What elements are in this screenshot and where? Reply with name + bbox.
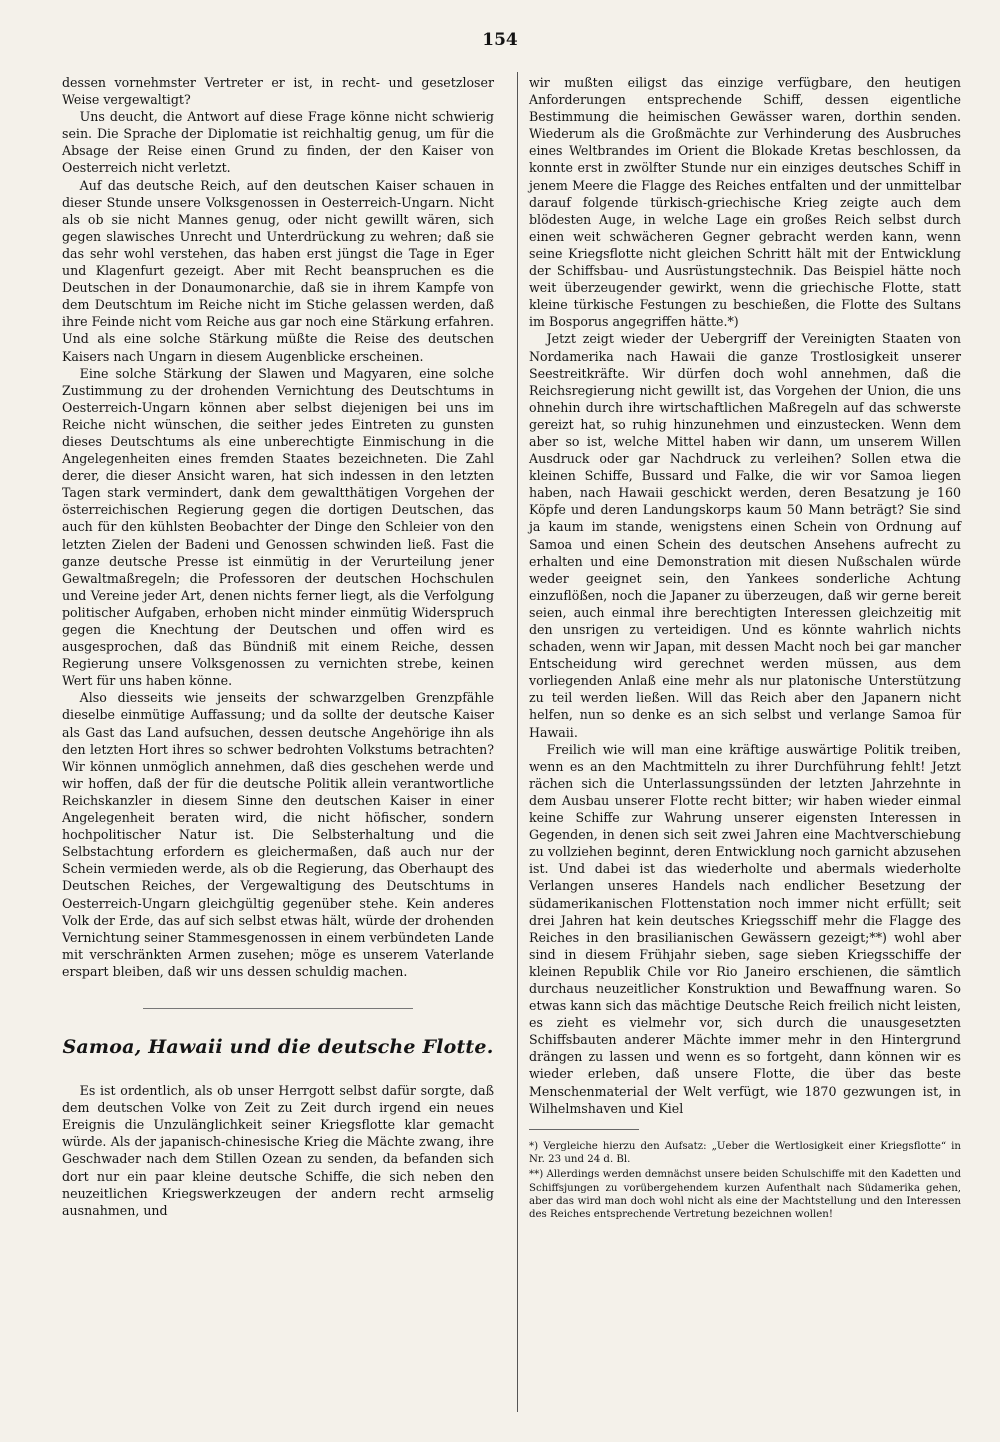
- section-title: Samoa, Hawaii und die deutsche Flotte.: [62, 1035, 494, 1058]
- paragraph: Jetzt zeigt wieder der Uebergriff der Vereinigten Staaten von Nordamerika nach Hawaii die ganze Trostlosigkeit unserer Seestreitkräfte. Wir dürfen doch wohl annehmen, daß die Reichsregierung nicht gewillt ist, das Vorgehen der Union, die uns ohnehin durch ihre wirtschaftlichen Maßregeln auf das schwerste gereizt hat, so ruhig hinzunehmen und einzustecken. Wenn dem aber so ist, welche Mittel haben wir dann, um unserem Willen Ausdruck oder gar Nachdruck zu verleihen? Sollen etwa die kleinen Schiffe, Bussard und Falke, die wir vor Samoa liegen haben, nach Hawaii geschickt werden, deren Besatzung je 160 Köpfe und deren Landungskorps kaum 50 Mann beträgt? Sie sind ja kaum im stande, wenigstens einen Schein von Ordnung auf Samoa und einen Schein des deutschen Ansehens aufrecht zu erhalten und eine Demonstration mit diesen Nußschalen würde weder geeignet sein, den Yankees sonderliche Achtung einzuflößen, noch die Japaner zu überzeugen, daß wir gerne bereit seien, auch einmal ihre berechtigten Interessen gleichzeitig mit den unsrigen zu verteidigen. Und es könnte wahrlich nichts schaden, wenn wir Japan, mit dessen Macht noch bei gar mancher Entscheidung wird gerechnet werden müssen, aus dem vorliegenden Anlaß eine mehr als nur platonische Unterstützung zu teil werden ließen. Will das Reich aber den Japanern nicht helfen, nun so denke es an sich selbst und verlange Samoa für Hawaii.: [529, 331, 961, 740]
- footnote-rule: [529, 1129, 639, 1130]
- section-separator: [143, 1008, 413, 1009]
- paragraph: Uns deucht, die Antwort auf diese Frage könne nicht schwierig sein. Die Sprache der Diplomatie ist reichhaltig genug, um für die Absage der Reise einen Grund zu finden, der den Kaiser von Oesterreich nicht verletzt.: [62, 109, 494, 176]
- page-number: 154: [482, 30, 518, 50]
- paragraph: wir mußten eiligst das einzige verfügbare, den heutigen Anforderungen entsprechende Schiff, dessen eigentliche Bestimmung die heimischen Gewässer waren, dorthin senden. Wiederum als die Großmächte zur Verhinderung des Ausbruches eines Weltbrandes im Orient die Blokade Kretas beschlossen, da konnte erst in zwölfter Stunde nur ein einziges deutsches Schiff in jenem Meere die Flagge des Reiches entfalten und der unmittelbar darauf folgende türkisch-griechische Krieg zeigte auch dem blödesten Auge, in welche Lage ein großes Reich selbst durch einen weit schwächeren Gegner gebracht werden kann, wenn seine Kriegsflotte nicht gleichen Schritt hält mit der Entwicklung der Schiffsbau- und Ausrüstungstechnik. Das Beispiel hätte noch weit überzeugender gewirkt, wenn die griechische Flotte, statt kleine türkische Festungen zu beschießen, die Flotte des Sultans im Bosporus angegriffen hätte.*): [529, 75, 961, 330]
- paragraph: Auf das deutsche Reich, auf den deutschen Kaiser schauen in dieser Stunde unsere Volksgenossen in Oesterreich-Ungarn. Nicht als ob sie nicht Mannes genug, oder nicht gewillt wären, sich gegen slawisches Unrecht und Unterdrückung zu wehren; daß sie das sehr wohl verstehen, das haben erst jüngst die Tage in Eger und Klagenfurt gezeigt. Aber mit Recht beanspruchen es die Deutschen in der Donaumonarchie, daß sie in ihrem Kampfe von dem Deutschtum im Reiche nicht im Stiche gelassen werden, daß ihre Feinde nicht vom Reiche aus gar noch eine Stärkung erfahren. Und als eine solche Stärkung müßte die Reise des deutschen Kaisers nach Ungarn in diesem Augenblicke erscheinen.: [62, 177, 494, 364]
- paragraph: Eine solche Stärkung der Slawen und Magyaren, eine solche Zustimmung zu der drohenden Vernichtung des Deutschtums in Oesterreich-Ungarn können aber selbst diejenigen bei uns im Reiche nicht wünschen, die seither jedes Eintreten zu gunsten dieses Deutschtums als eine unberechtigte Einmischung in die Angelegenheiten eines fremden Staates bezeichneten. Die Zahl derer, die dieser Ansicht waren, hat sich indessen in den letzten Tagen stark vermindert, dank dem gewaltthätigen Vorgehen der österreichischen Regierung gegen die dortigen Deutschen, das auch für den kühlsten Beobachter der Dinge den Schleier von den letzten Zielen der Badeni und Genossen schwinden ließ. Fast die ganze deutsche Presse ist einmütig in der Verurteilung jener Gewaltmaßregeln; die Professoren der deutschen Hochschulen und Vereine jeder Art, denen nichts ferner liegt, als die Verfolgung politischer Aufgaben, erhoben nicht minder einmütig Widerspruch gegen die Knechtung der Deutschen und offen wird es ausgesprochen, daß das Bündniß mit einem Reiche, dessen Regierung unsere Volksgenossen zu vernichten strebe, keinen Wert für uns haben könne.: [62, 365, 494, 689]
- paragraph: Es ist ordentlich, als ob unser Herrgott selbst dafür sorgte, daß dem deutschen Volke von Zeit zu Zeit durch irgend ein neues Ereignis die Unzulänglichkeit seiner Kriegsflotte klar gemacht würde. Als der japanisch-chinesische Krieg die Mächte zwang, ihre Geschwader nach dem Stillen Ozean zu senden, da befanden sich dort nur ein paar kleine deutsche Schiffe, die sich neben den neuzeitlichen Kriegswerkzeugen der andern recht armselig ausnahmen, und: [62, 1083, 494, 1218]
- left-column: [62, 74, 494, 1219]
- paragraph: dessen vornehmster Vertreter er ist, in recht- und gesetzloser Weise vergewaltigt?: [62, 75, 494, 108]
- footnotes: [529, 1140, 961, 1222]
- paragraph: Freilich wie will man eine kräftige auswärtige Politik treiben, wenn es an den Machtmitteln zu ihrer Durchführung fehlt! Jetzt rächen sich die Unterlassungssünden der letzten Jahrzehnte in dem Ausbau unserer Flotte recht bitter; wir haben wieder einmal keine Schiffe zur Wahrung unserer eigensten Interessen in Gegenden, in denen sich seit zwei Jahren eine Machtverschiebung zu vollziehen beginnt, deren Entwicklung noch garnicht abzusehen ist. Und dabei ist das wiederholte und abermals wiederholte Verlangen unseres Handels nach endlicher Besetzung der südamerikanischen Flottenstation noch immer nicht erfüllt; seit drei Jahren hat kein deutsches Kriegsschiff mehr die Flagge des Reiches in den brasilianischen Gewässern gezeigt;**) wohl aber sind in diesem Frühjahr sieben, sage sieben Kriegsschiffe der kleinen Republik Chile vor Rio Janeiro erschienen, die sämtlich durchaus neuzeitlicher Konstruktion und Bewaffnung waren. So etwas kann sich das mächtige Deutsche Reich freilich nicht leisten, es zieht es vielmehr vor, sich durch die unausgesetzten Schiffsbauten anderer Mächte immer mehr in den Hintergrund drängen zu lassen und wenn es so fortgeht, dann können wir es wieder erleben, daß unsere Flotte, die über das beste Menschenmaterial der Welt verfügt, wie 1870 gezwungen ist, in Wilhelmshaven und Kiel: [529, 741, 961, 1116]
- footnote: **) Allerdings werden demnächst unsere beiden Schulschiffe mit den Kadetten und Schiffsjungen zu vorübergehendem kurzen Aufenthalt nach Südamerika gehen, aber das wird man doch wohl nicht als eine der Machtstellung und den Interessen des Reiches entsprechende Vertretung bezeichnen wollen!: [529, 1169, 961, 1221]
- paragraph: Also diesseits wie jenseits der schwarzgelben Grenzpfähle dieselbe einmütige Auffassung; und da sollte der deutsche Kaiser als Gast das Land aufsuchen, dessen deutsche Angehörige ihn als den letzten Hort ihres so schwer bedrohten Volkstums betrachten? Wir können unmöglich annehmen, daß dies geschehen werde und wir hoffen, daß der für die deutsche Politik allein verantwortliche Reichskanzler in diesem Sinne den deutschen Kaiser in einer Angelegenheit beraten wird, die nicht höfischer, sondern hochpolitischer Natur ist. Die Selbsterhaltung und die Selbstachtung erfordern es gleichermaßen, daß auch nur der Schein vermieden werde, als ob die Regierung, das Oberhaupt des Deutschen Reiches, der Vergewaltigung des Deutschtums in Oesterreich-Ungarn gleichgültig gegenüber stehe. Kein anderes Volk der Erde, das auf sich selbst etwas hält, würde der drohenden Vernichtung seiner Stammesgenossen in einem verbündeten Lande mit verschränkten Armen zusehen; möge es unserem Vaterlande erspart bleiben, daß wir uns dessen schuldig machen.: [62, 690, 494, 979]
- footnote: *) Vergleiche hierzu den Aufsatz: „Ueber die Wertlosigkeit einer Kriegsflotte“ in Nr. 23 und 24 d. Bl.: [529, 1140, 961, 1166]
- column-divider: [517, 72, 518, 1412]
- right-column: [529, 74, 961, 1224]
